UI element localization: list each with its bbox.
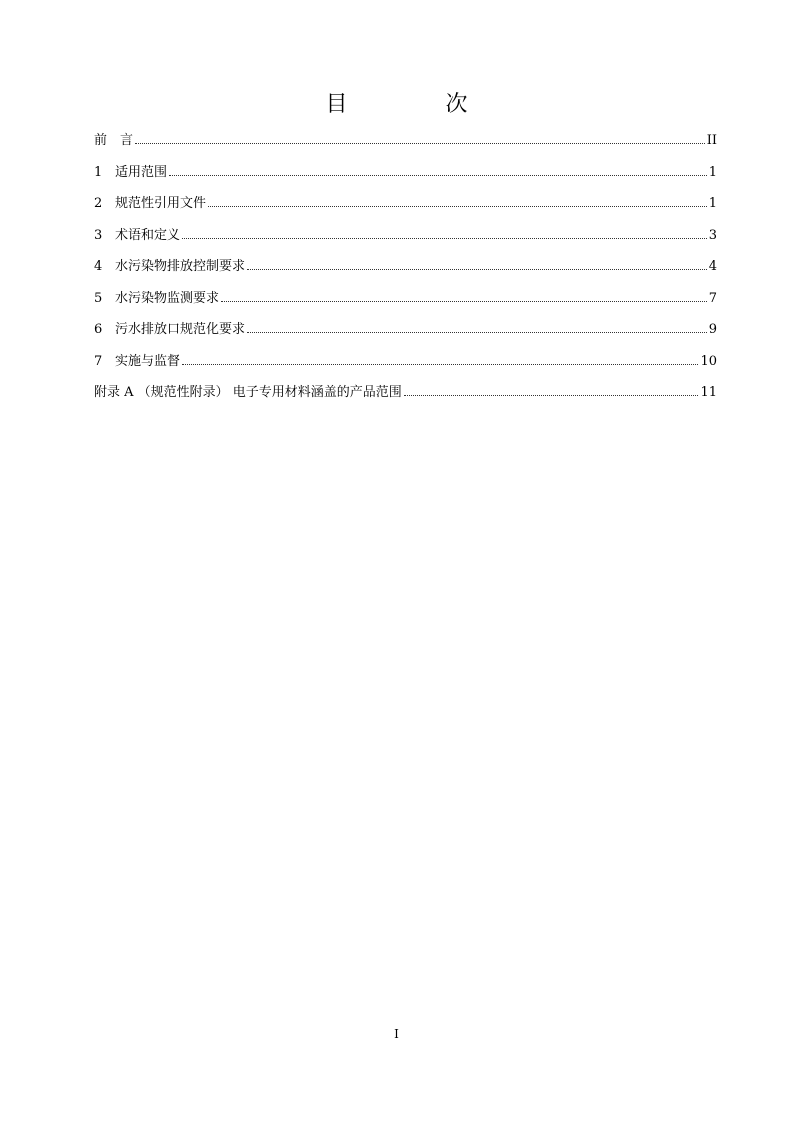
toc-leader-dots	[169, 174, 707, 176]
toc-entry-number: 4	[94, 259, 103, 274]
toc-entry-foreword[interactable]	[94, 131, 717, 163]
toc-leader-dots	[247, 331, 707, 333]
toc-entry-number: 1	[94, 164, 103, 180]
toc-entry-label: 水污染物监测要求	[115, 290, 220, 306]
toc-entry-label: 污水排放口规范化要求	[115, 322, 246, 337]
toc-entry-label: 前 言	[94, 133, 134, 148]
toc-leader-dots	[182, 237, 707, 239]
toc-entry-3[interactable]	[94, 226, 717, 258]
page-title: 目 次	[325, 92, 506, 117]
toc-leader-dots	[208, 205, 707, 207]
toc-entry-number: 3	[94, 227, 103, 243]
toc-entry-4[interactable]	[94, 257, 717, 289]
toc-entry-label: 规范性引用文件	[115, 196, 207, 211]
toc-entry-page: II	[706, 133, 717, 148]
toc-entry-page: 7	[708, 290, 717, 306]
toc-entry-7[interactable]	[94, 352, 717, 384]
toc-leader-dots	[221, 300, 707, 302]
toc-leader-dots	[247, 268, 707, 270]
toc-entry-page: 9	[708, 322, 717, 337]
toc-entry-1[interactable]	[94, 163, 717, 195]
toc-entry-2[interactable]	[94, 194, 717, 226]
toc-leader-dots	[404, 394, 699, 396]
toc-entry-number: 2	[94, 196, 103, 211]
toc-entry-appendix-a[interactable]	[94, 383, 717, 415]
toc-entry-page: 4	[708, 259, 717, 274]
table-of-contents	[94, 131, 717, 415]
toc-entry-page: 1	[708, 164, 717, 180]
page-number: I	[394, 1027, 399, 1041]
toc-entry-label: 实施与监督	[115, 353, 181, 369]
toc-leader-dots	[135, 142, 705, 144]
toc-entry-5[interactable]	[94, 289, 717, 321]
toc-entry-page: 11	[700, 385, 717, 400]
toc-entry-number: 5	[94, 290, 103, 306]
toc-entry-label: 水污染物排放控制要求	[115, 259, 246, 274]
toc-entry-label: 附录 A （规范性附录） 电子专用材料涵盖的产品范围	[94, 385, 402, 400]
toc-entry-6[interactable]	[94, 320, 717, 352]
toc-entry-page: 10	[700, 353, 717, 369]
toc-entry-number: 7	[94, 353, 103, 369]
toc-leader-dots	[182, 363, 698, 365]
toc-entry-page: 1	[708, 196, 717, 211]
toc-entry-label: 术语和定义	[115, 227, 181, 243]
toc-entry-number: 6	[94, 322, 103, 337]
toc-entry-label: 适用范围	[115, 164, 168, 180]
toc-entry-page: 3	[708, 227, 717, 243]
